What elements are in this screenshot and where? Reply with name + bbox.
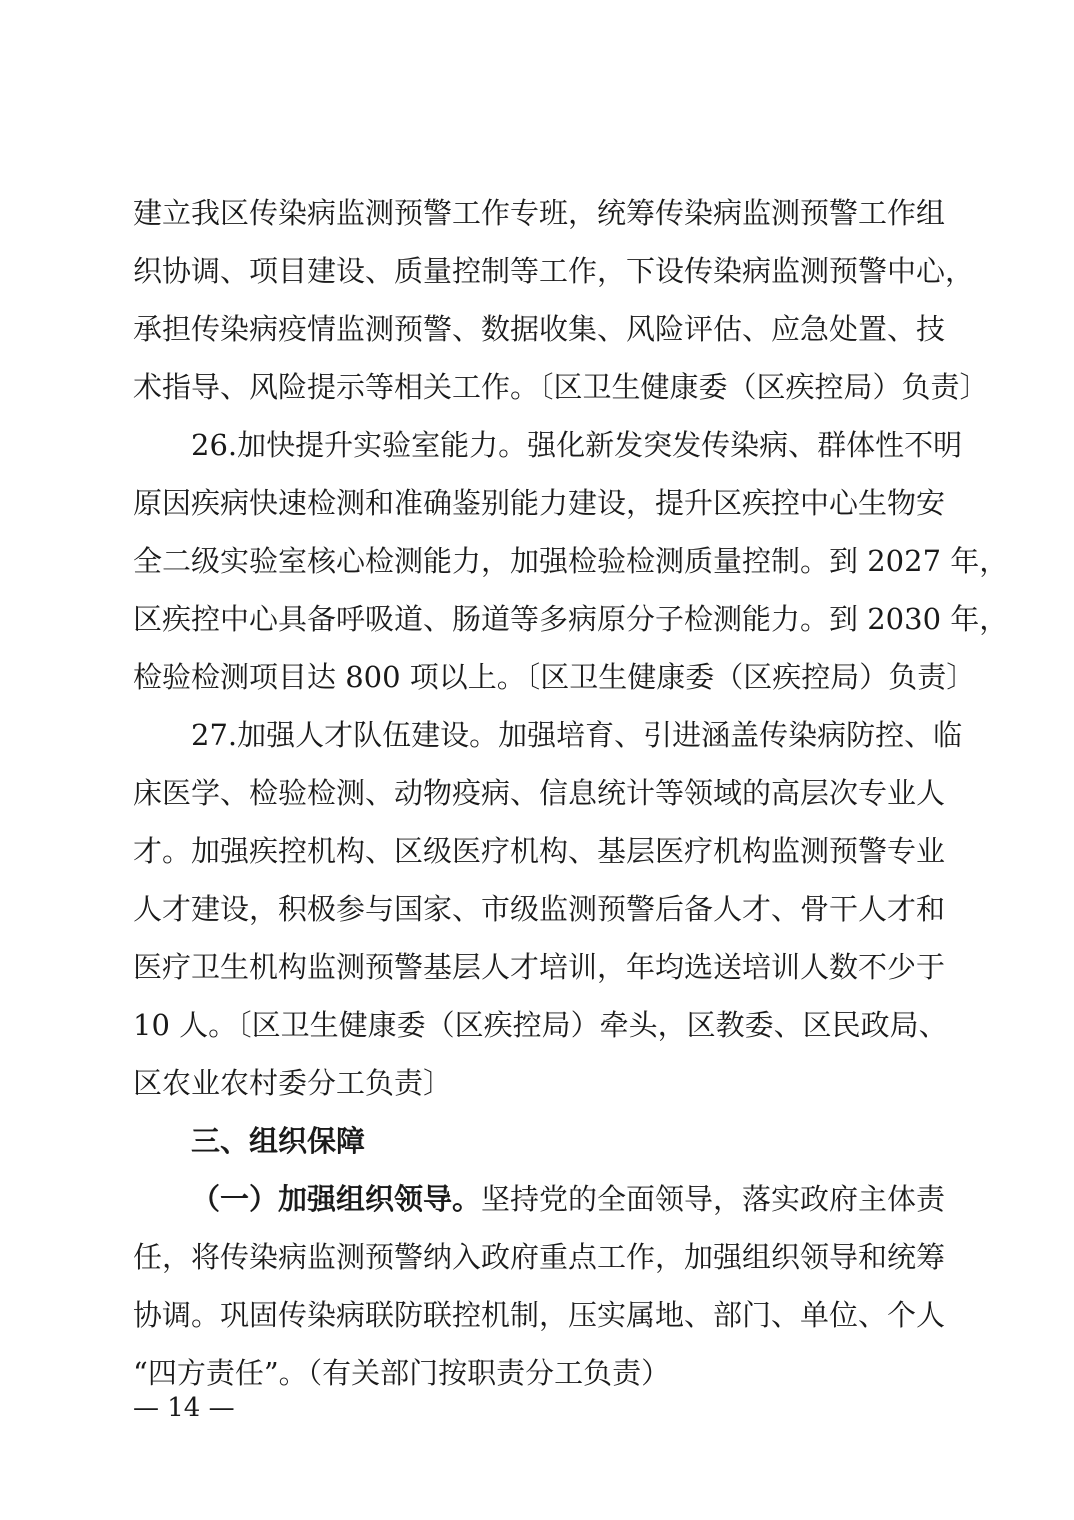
text-line: 术指导、风险提示等相关工作。〔区卫生健康委（区疾控局）负责〕	[133, 370, 989, 404]
paragraph-continued	[133, 184, 989, 416]
text-line: 建立我区传染病监测预警工作专班，统筹传染病监测预警工作组	[133, 196, 946, 230]
paragraph-item-27	[133, 706, 963, 1112]
paragraph-item-26	[133, 416, 1009, 706]
text-line: 织协调、项目建设、质量控制等工作，下设传染病监测预警中心，	[133, 254, 975, 288]
text-line: 人才建设，积极参与国家、市级监测预警后备人才、骨干人才和	[133, 892, 946, 926]
text-line: 协调。巩固传染病联防联控机制，压实属地、部门、单位、个人	[133, 1298, 946, 1332]
sub-section-title: （一）加强组织领导。	[191, 1182, 482, 1216]
text-line: 区疾控中心具备呼吸道、肠道等多病原分子检测能力。到 2030 年，	[133, 602, 1009, 636]
section-heading: 三、组织保障	[191, 1124, 366, 1158]
text-line: 床医学、检验检测、动物疫病、信息统计等领域的高层次专业人	[133, 776, 946, 810]
text-line: “四方责任”。（有关部门按职责分工负责）	[133, 1356, 671, 1390]
text-line: 检验检测项目达 800 项以上。〔区卫生健康委（区疾控局）负责〕	[133, 660, 976, 694]
paragraph-sub-section	[133, 1170, 946, 1402]
text-line	[133, 1170, 946, 1228]
body-text	[133, 184, 1009, 1402]
text-line: 承担传染病疫情监测预警、数据收集、风险评估、应急处置、技	[133, 312, 946, 346]
sub-section-first-line-text: 坚持党的全面领导，落实政府主体责	[481, 1182, 946, 1216]
text-line: 26.加快提升实验室能力。强化新发突发传染病、群体性不明	[191, 428, 963, 462]
text-line: 27.加强人才队伍建设。加强培育、引进涵盖传染病防控、临	[191, 718, 963, 752]
text-line: 全二级实验室核心检测能力，加强检验检测质量控制。到 2027 年，	[133, 544, 1009, 578]
text-line: 任，将传染病监测预警纳入政府重点工作，加强组织领导和统筹	[133, 1240, 946, 1274]
text-line: 区农业农村委分工负责〕	[133, 1066, 453, 1100]
text-line: 医疗卫生机构监测预警基层人才培训，年均选送培训人数不少于	[133, 950, 946, 984]
text-line: 原因疾病快速检测和准确鉴别能力建设，提升区疾控中心生物安	[133, 486, 946, 520]
text-line: 才。加强疾控机构、区级医疗机构、基层医疗机构监测预警专业	[133, 834, 946, 868]
page-number: — 14 —	[133, 1393, 235, 1423]
text-line: 10 人。〔区卫生健康委（区疾控局）牵头，区教委、区民政局、	[133, 1008, 948, 1042]
